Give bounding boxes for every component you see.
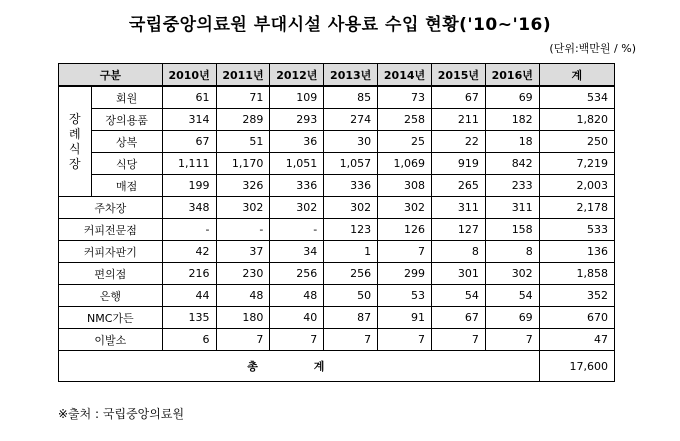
value-cell: 123 xyxy=(324,219,378,241)
value-cell: 302 xyxy=(485,263,539,285)
value-cell: 69 xyxy=(485,307,539,329)
row-label: 매점 xyxy=(91,175,162,197)
value-cell: 301 xyxy=(431,263,485,285)
value-cell: 7 xyxy=(378,329,432,351)
value-cell: 348 xyxy=(162,197,216,219)
value-cell: 53 xyxy=(378,285,432,307)
value-cell: 7 xyxy=(431,329,485,351)
header-year: 2011년 xyxy=(216,64,270,87)
value-cell: 7 xyxy=(270,329,324,351)
value-cell: 1,111 xyxy=(162,153,216,175)
value-cell: 302 xyxy=(216,197,270,219)
header-year: 2012년 xyxy=(270,64,324,87)
table-row xyxy=(59,219,615,241)
value-cell: 61 xyxy=(162,86,216,109)
header-year: 2015년 xyxy=(431,64,485,87)
source-note: ※출처 : 국립중앙의료원 xyxy=(58,407,185,421)
row-label: 회원 xyxy=(91,86,162,109)
value-cell: 85 xyxy=(324,86,378,109)
value-cell: 50 xyxy=(324,285,378,307)
value-cell: 289 xyxy=(216,109,270,131)
row-label: 이발소 xyxy=(59,329,163,351)
total-row xyxy=(59,351,615,382)
table-row xyxy=(59,153,615,175)
sum-cell: 1,820 xyxy=(539,109,614,131)
value-cell: 311 xyxy=(485,197,539,219)
table-row xyxy=(59,86,615,109)
group-category xyxy=(59,86,92,197)
header-year: 2014년 xyxy=(378,64,432,87)
value-cell: 182 xyxy=(485,109,539,131)
value-cell: 8 xyxy=(485,241,539,263)
table-header-row xyxy=(59,64,615,87)
value-cell: 233 xyxy=(485,175,539,197)
value-cell: 48 xyxy=(216,285,270,307)
value-cell: 30 xyxy=(324,131,378,153)
table-row xyxy=(59,307,615,329)
value-cell: 180 xyxy=(216,307,270,329)
sum-cell: 2,178 xyxy=(539,197,614,219)
value-cell: 211 xyxy=(431,109,485,131)
value-cell: 256 xyxy=(270,263,324,285)
group-category-char: 식 xyxy=(68,141,81,156)
header-category: 구분 xyxy=(59,64,163,87)
sum-cell: 534 xyxy=(539,86,614,109)
value-cell: 302 xyxy=(378,197,432,219)
value-cell: 126 xyxy=(378,219,432,241)
value-cell: 1,170 xyxy=(216,153,270,175)
value-cell: 326 xyxy=(216,175,270,197)
value-cell: 51 xyxy=(216,131,270,153)
value-cell: 7 xyxy=(216,329,270,351)
value-cell: 274 xyxy=(324,109,378,131)
value-cell: 199 xyxy=(162,175,216,197)
value-cell: 299 xyxy=(378,263,432,285)
row-label: 은행 xyxy=(59,285,163,307)
row-label: 편의점 xyxy=(59,263,163,285)
value-cell: 67 xyxy=(162,131,216,153)
value-cell: 1 xyxy=(324,241,378,263)
value-cell: 308 xyxy=(378,175,432,197)
value-cell: 73 xyxy=(378,86,432,109)
value-cell: 54 xyxy=(431,285,485,307)
row-label: 식당 xyxy=(91,153,162,175)
value-cell: 127 xyxy=(431,219,485,241)
value-cell: - xyxy=(216,219,270,241)
value-cell: 302 xyxy=(324,197,378,219)
value-cell: 265 xyxy=(431,175,485,197)
header-year: 2016년 xyxy=(485,64,539,87)
header-year: 2010년 xyxy=(162,64,216,87)
value-cell: 302 xyxy=(270,197,324,219)
table-row xyxy=(59,241,615,263)
value-cell: 135 xyxy=(162,307,216,329)
value-cell: 7 xyxy=(378,241,432,263)
value-cell: 67 xyxy=(431,307,485,329)
row-label: 주차장 xyxy=(59,197,163,219)
value-cell: 1,051 xyxy=(270,153,324,175)
value-cell: 311 xyxy=(431,197,485,219)
sum-cell: 2,003 xyxy=(539,175,614,197)
page-title: 국립중앙의료원 부대시설 사용료 수입 현황('10~'16) xyxy=(128,15,552,35)
value-cell: 336 xyxy=(270,175,324,197)
sum-cell: 533 xyxy=(539,219,614,241)
value-cell: 48 xyxy=(270,285,324,307)
sum-cell: 352 xyxy=(539,285,614,307)
table-row xyxy=(59,109,615,131)
value-cell: 40 xyxy=(270,307,324,329)
row-label: 상복 xyxy=(91,131,162,153)
value-cell: 71 xyxy=(216,86,270,109)
header-sum: 계 xyxy=(539,64,614,87)
sum-cell: 670 xyxy=(539,307,614,329)
value-cell: 230 xyxy=(216,263,270,285)
row-label: 커피전문점 xyxy=(59,219,163,241)
value-cell: 109 xyxy=(270,86,324,109)
value-cell: 216 xyxy=(162,263,216,285)
group-category-char: 장 xyxy=(68,111,81,126)
value-cell: 1,057 xyxy=(324,153,378,175)
value-cell: 919 xyxy=(431,153,485,175)
value-cell: 7 xyxy=(485,329,539,351)
value-cell: 54 xyxy=(485,285,539,307)
sum-cell: 136 xyxy=(539,241,614,263)
sum-cell: 7,219 xyxy=(539,153,614,175)
value-cell: 314 xyxy=(162,109,216,131)
total-label: 총 계 xyxy=(59,351,540,382)
value-cell: 22 xyxy=(431,131,485,153)
value-cell: 87 xyxy=(324,307,378,329)
table-row xyxy=(59,131,615,153)
value-cell: 25 xyxy=(378,131,432,153)
table-row xyxy=(59,175,615,197)
value-cell: 34 xyxy=(270,241,324,263)
table-row xyxy=(59,285,615,307)
row-label: 커피자판기 xyxy=(59,241,163,263)
revenue-table xyxy=(58,63,615,382)
sum-cell: 250 xyxy=(539,131,614,153)
sum-cell: 47 xyxy=(539,329,614,351)
table-row xyxy=(59,329,615,351)
table-row xyxy=(59,263,615,285)
value-cell: 842 xyxy=(485,153,539,175)
value-cell: - xyxy=(162,219,216,241)
value-cell: 293 xyxy=(270,109,324,131)
value-cell: 69 xyxy=(485,86,539,109)
header-year: 2013년 xyxy=(324,64,378,87)
value-cell: 91 xyxy=(378,307,432,329)
value-cell: 256 xyxy=(324,263,378,285)
value-cell: 18 xyxy=(485,131,539,153)
value-cell: 42 xyxy=(162,241,216,263)
total-sum: 17,600 xyxy=(539,351,614,382)
value-cell: 67 xyxy=(431,86,485,109)
sum-cell: 1,858 xyxy=(539,263,614,285)
value-cell: 258 xyxy=(378,109,432,131)
value-cell: - xyxy=(270,219,324,241)
value-cell: 36 xyxy=(270,131,324,153)
value-cell: 336 xyxy=(324,175,378,197)
value-cell: 8 xyxy=(431,241,485,263)
group-category-char: 장 xyxy=(68,156,81,171)
value-cell: 6 xyxy=(162,329,216,351)
value-cell: 1,069 xyxy=(378,153,432,175)
table-row xyxy=(59,197,615,219)
group-category-char: 례 xyxy=(68,126,81,141)
value-cell: 44 xyxy=(162,285,216,307)
value-cell: 37 xyxy=(216,241,270,263)
unit-note: (단위:백만원 / %) xyxy=(549,42,636,55)
value-cell: 158 xyxy=(485,219,539,241)
row-label: NMC가든 xyxy=(59,307,163,329)
row-label: 장의용품 xyxy=(91,109,162,131)
value-cell: 7 xyxy=(324,329,378,351)
